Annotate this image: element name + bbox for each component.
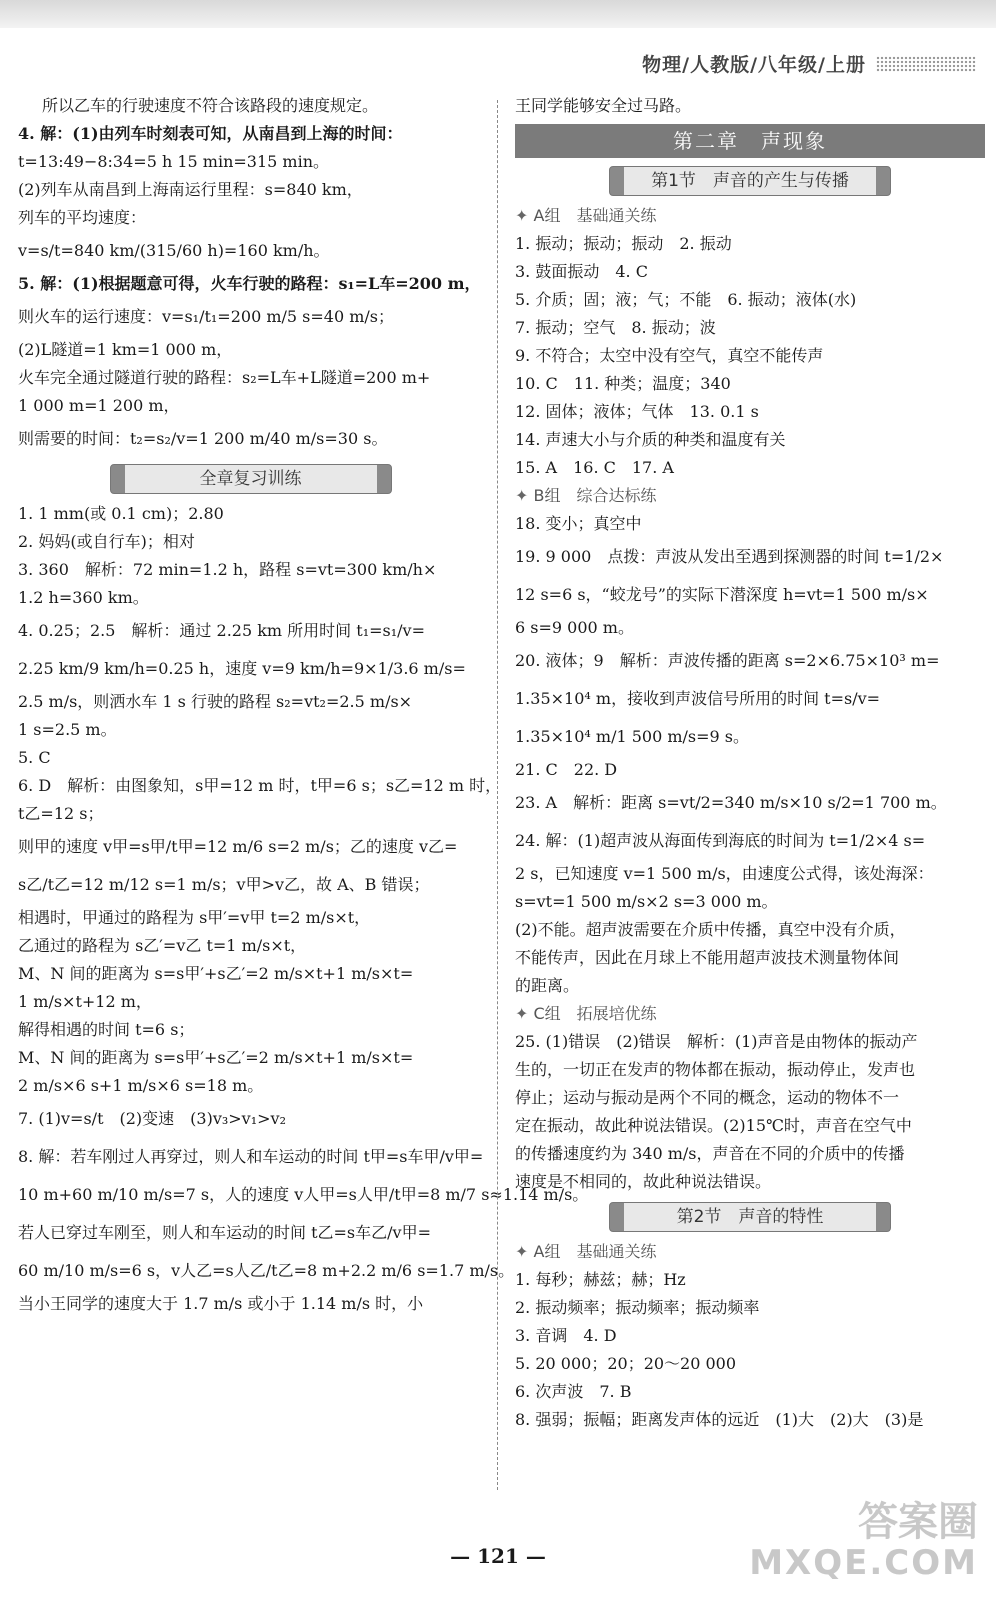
answer-line: 25. (1)错误 (2)错误 解析：(1)声音是由物体的振动产 [515,1032,918,1051]
answer-line: 解得相遇的时间 t=6 s； [18,1020,195,1039]
section-title-2: 第2节 声音的特性 [609,1202,891,1232]
right-answers-a2 [515,1266,985,1434]
answer-line: 的传播速度约为 340 m/s，声音在不同的介质中的传播 [515,1144,905,1163]
answer-line: 9. 不符合；太空中没有空气，真空不能传声 [515,346,824,365]
answer-line: 2. 振动频率；振动频率；振动频率 [515,1298,760,1317]
answer-line: 3. 360 解析：72 min=1.2 h，路程 s=vt=300 km/h× [18,560,437,579]
answer-line: 1. 振动；振动；振动 2. 振动 [515,234,732,253]
answer-line: 5. 20 000；20；20～20 000 [515,1354,737,1373]
answer-line: 8. 解：若车刚过人再穿过，则人和车运动的时间 t甲=s车甲/v甲= [18,1147,484,1166]
answer-line: 1.2 h=360 km。 [18,588,149,607]
answer-line: 5. 介质；固；液；气；不能 6. 振动；液体(水) [515,290,857,309]
answer-line: 6 s=9 000 m。 [515,618,634,637]
answer-line: 火车完全通过隧道行驶的路程：s₂=L车+L隧道=200 m+ [18,368,431,387]
answer-line: 6. 次声波 7. B [515,1382,632,1401]
answer-line: t乙=12 s； [18,804,104,823]
group-a-label: ✦ A组 基础通关练 [515,206,657,225]
answer-line: 3. 鼓面振动 4. C [515,262,648,281]
page-number: — 121 — [450,1544,546,1568]
answer-line: 21. C 22. D [515,760,618,779]
answer-line: 2.5 m/s，则洒水车 1 s 行驶的路程 s₂=vt₂=2.5 m/s× [18,692,413,711]
answer-line: 1. 每秒；赫兹；赫；Hz [515,1270,686,1289]
section-title-1: 第1节 声音的产生与传播 [609,166,891,196]
answer-line: 2 m/s×6 s+1 m/s×6 s=18 m。 [18,1076,264,1095]
answer-line: 1 s=2.5 m。 [18,720,117,739]
answer-line: s乙/t乙=12 m/12 s=1 m/s；v甲>v乙，故 A、B 错误； [18,875,430,894]
answer-line: 18. 变小；真空中 [515,514,642,533]
answer-line: (2)L隧道=1 km=1 000 m， [18,340,233,359]
answer-line: 1 000 m=1 200 m， [18,396,180,415]
answer-line: 23. A 解析：距离 s=vt/2=340 m/s×10 s/2=1 700 m。 [515,793,947,812]
answer-line: 15. A 16. C 17. A [515,458,674,477]
answer-line: (2)不能。超声波需要在介质中传播，真空中没有介质， [515,920,906,939]
answer-line: 则需要的时间：t₂=s₂/v=1 200 m/40 m/s=30 s。 [18,429,388,448]
answer-line: 若人已穿过车刚至，则人和车运动的时间 t乙=s车乙/v甲= [18,1223,431,1242]
answer-line: 定在振动，故此种说法错误。(2)15℃时，声音在空气中 [515,1116,912,1135]
answer-line: 5. C [18,748,51,767]
answer-line: 王同学能够安全过马路。 [515,96,692,115]
answer-line: M、N 间的距离为 s=s甲′+s乙′=2 m/s×t+1 m/s×t= [18,964,414,983]
group-a2-label: ✦ A组 基础通关练 [515,1242,657,1261]
answer-line: 1. 1 mm(或 0.1 cm)；2.80 [18,504,224,523]
answer-line: 1 m/s×t+12 m， [18,992,152,1011]
answer-line: 乙通过的路程为 s乙′=v乙 t=1 m/s×t， [18,936,307,955]
answer-line: 8. 强弱；振幅；距离发声体的远近 (1)大 (2)大 (3)是 [515,1410,924,1429]
answer-line: 4. 0.25；2.5 解析：通过 2.25 km 所用时间 t₁=s₁/v= [18,621,425,640]
group-c-label: ✦ C组 拓展培优练 [515,1004,657,1023]
right-answers-0 [515,92,985,120]
right-answers-c [515,1028,985,1196]
answer-line: 12 s=6 s，“蛟龙号”的实际下潜深度 h=vt=1 500 m/s× [515,585,929,604]
answer-line: 所以乙车的行驶速度不符合该路段的速度规定。 [42,96,379,115]
answer-line: M、N 间的距离为 s=s甲′+s乙′=2 m/s×t+1 m/s×t= [18,1048,414,1067]
answer-line: 60 m/10 m/s=6 s，v人乙=s人乙/t乙=8 m+2.2 m/6 s=1.7 m/s。 [18,1261,515,1280]
answer-line: 停止；运动与振动是两个不同的概念，运动的物体不一 [515,1088,900,1107]
answer-line: 生的，一切正在发声的物体都在振动，振动停止，发声也 [515,1060,916,1079]
answer-line: 2. 妈妈(或自行车)；相对 [18,532,195,551]
right-column [515,92,985,1434]
answer-line: 当小王同学的速度大于 1.7 m/s 或小于 1.14 m/s 时，小 [18,1294,424,1313]
top-band [0,0,996,28]
answer-line: 19. 9 000 点拨：声波从发出至遇到探测器的时间 t=1/2× [515,547,944,566]
answer-line: 则甲的速度 v甲=s甲/t甲=12 m/6 s=2 m/s；乙的速度 v乙= [18,837,458,856]
answer-line: 相遇时，甲通过的路程为 s甲′=v甲 t=2 m/s×t， [18,908,371,927]
answer-line: 10 m+60 m/10 m/s=7 s，人的速度 v人甲=s人甲/t甲=8 m/7 s≈1.14 m/s。 [18,1185,589,1204]
answer-line: 14. 声速大小与介质的种类和温度有关 [515,430,786,449]
header-dot-pattern [876,56,976,72]
answer-line: 速度是不相同的，故此种说法错误。 [515,1172,772,1191]
answer-line: 1.35×10⁴ m，接收到声波信号所用的时间 t=s/v= [515,689,881,708]
answer-line: 12. 固体；液体；气体 13. 0.1 s [515,402,759,421]
answer-line: 20. 液体；9 解析：声波传播的距离 s=2×6.75×10³ m= [515,651,940,670]
answer-line: 24. 解：(1)超声波从海面传到海底的时间为 t=1/2×4 s= [515,831,926,850]
answer-line: 3. 音调 4. D [515,1326,617,1345]
answer-line: v=s/t=840 km/(315/60 h)=160 km/h。 [18,241,330,260]
answer-line: 7. (1)v=s/t (2)变速 (3)v₃>v₁>v₂ [18,1109,286,1128]
group-b-label: ✦ B组 综合达标练 [515,486,657,505]
answer-line: 不能传声，因此在月球上不能用超声波技术测量物体间 [515,948,900,967]
chapter-title: 第二章 声现象 [515,124,985,158]
answer-line: s=vt=1 500 m/s×2 s=3 000 m。 [515,892,778,911]
column-divider [497,100,499,1490]
answer-line: (2)列车从南昌到上海南运行里程：s=840 km， [18,180,363,199]
answer-line: 则火车的运行速度：v=s₁/t₁=200 m/5 s=40 m/s； [18,307,395,326]
section-title-review: 全章复习训练 [110,464,392,494]
answer-line: 5. 解：(1)根据题意可得，火车行驶的路程：s₁=L车=200 m， [18,274,481,293]
answer-line: 的距离。 [515,976,580,995]
left-answers-1 [18,92,483,458]
right-answers-a [515,230,985,482]
answer-line: 2.25 km/9 km/h=0.25 h，速度 v=9 km/h=9×1/3.6 m/s= [18,659,466,678]
answer-line: 2 s，已知速度 v=1 500 m/s，由速度公式得，该处海深： [515,864,934,883]
answer-line: t=13:49−8:34=5 h 15 min=315 min。 [18,152,330,171]
answer-line: 6. D 解析：由图象知，s甲=12 m 时，t甲=6 s；s乙=12 m 时， [18,776,502,795]
answer-line: 列车的平均速度： [18,208,147,227]
watermark-logo: 答案圈 MXQE.COM [749,1499,978,1583]
answer-line: 7. 振动；空气 8. 振动；波 [515,318,716,337]
right-answers-b [515,510,985,1000]
answer-line: 1.35×10⁴ m/1 500 m/s=9 s。 [515,727,750,746]
answer-line: 4. 解：(1)由列车时刻表可知，从南昌到上海的时间： [18,124,403,143]
answer-line: 10. C 11. 种类；温度；340 [515,374,731,393]
subject-header: 物理/人教版/八年级/上册 [642,54,866,76]
